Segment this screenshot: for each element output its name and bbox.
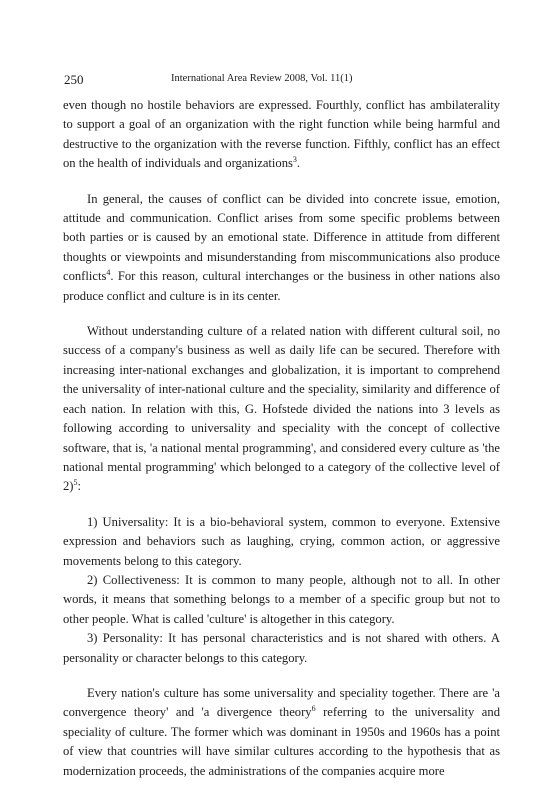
levels-list bbox=[63, 513, 500, 668]
journal-title: International Area Review 2008, Vol. 11(1) bbox=[171, 73, 353, 84]
list-item-collectiveness: 2) Collectiveness: It is common to many people, although not to all. In other words, it means that something belongs to a member of a specific group but not to other people. What is called 'culture' is altogether in this category. bbox=[63, 572, 500, 626]
running-header bbox=[64, 72, 504, 88]
list-item-personality: 3) Personality: It has personal characteristics and is not shared with others. A personality or character belongs to this category. bbox=[63, 631, 500, 665]
paragraph-causes-of-conflict: In general, the causes of conflict can be divided into concrete issue, emotion, attitude and communication. Conflict arises from some specific problems between both parties or is caused by an emotional state. Difference in attitude from different thoughts or viewpoints and misunderstanding from miscommunications also produce conflicts$^4$. For this reason, cultural interchanges or the business in other nations also produce conflict and culture is in its center. bbox=[63, 191, 500, 303]
footnote-ref-4: 4 bbox=[106, 268, 111, 278]
paragraph-conflict-functions: even though no hostile behaviors are expressed. Fourthly, conflict has ambilaterality to support a goal of an organization with the right function while being harmful and destructive to the organization with the reverse function. Fifthly, conflict has an effect on the health of individuals and organizations$^3$. bbox=[63, 98, 500, 171]
paragraph-convergence-divergence: Every nation's culture has some universality and speciality together. There are 'a convergence theory' and 'a divergence theory$^6$ referring to the universality and speciality of culture. The former which was dominant in 1950s and 1960s has a point of view that countries will have similar cultures according to the hypothesis that as modernization proceeds, the administrations of the companies acquire more bbox=[63, 685, 500, 778]
footnote-ref-6: 6 bbox=[311, 704, 316, 714]
footnote-ref-3: 3 bbox=[292, 155, 297, 165]
paragraph-hofstede: Without understanding culture of a related nation with different cultural soil, no success of a company's business as well as daily life can be secured. Therefore with increasing inter-national exchanges and globalization, it is important to comprehend the universality of inter-national culture and the speciality, similarity and difference of each nation. In relation with this, G. Hofstede divided the nations into 3 levels as following according to universality and speciality with the concept of collective software, that is, 'a national mental programming', and considered every culture as 'the national mental programming' which belonged to a category of the collective level of 2)$^5$: bbox=[63, 324, 500, 494]
page-number: 250 bbox=[64, 72, 84, 87]
body-text bbox=[63, 96, 500, 781]
list-item-universality: 1) Universality: It is a bio-behavioral system, common to everyone. Extensive expression and behaviors such as laughing, crying, common action, or aggressive movements belong to this category. bbox=[63, 514, 500, 568]
footnote-ref-5: 5 bbox=[73, 478, 78, 488]
